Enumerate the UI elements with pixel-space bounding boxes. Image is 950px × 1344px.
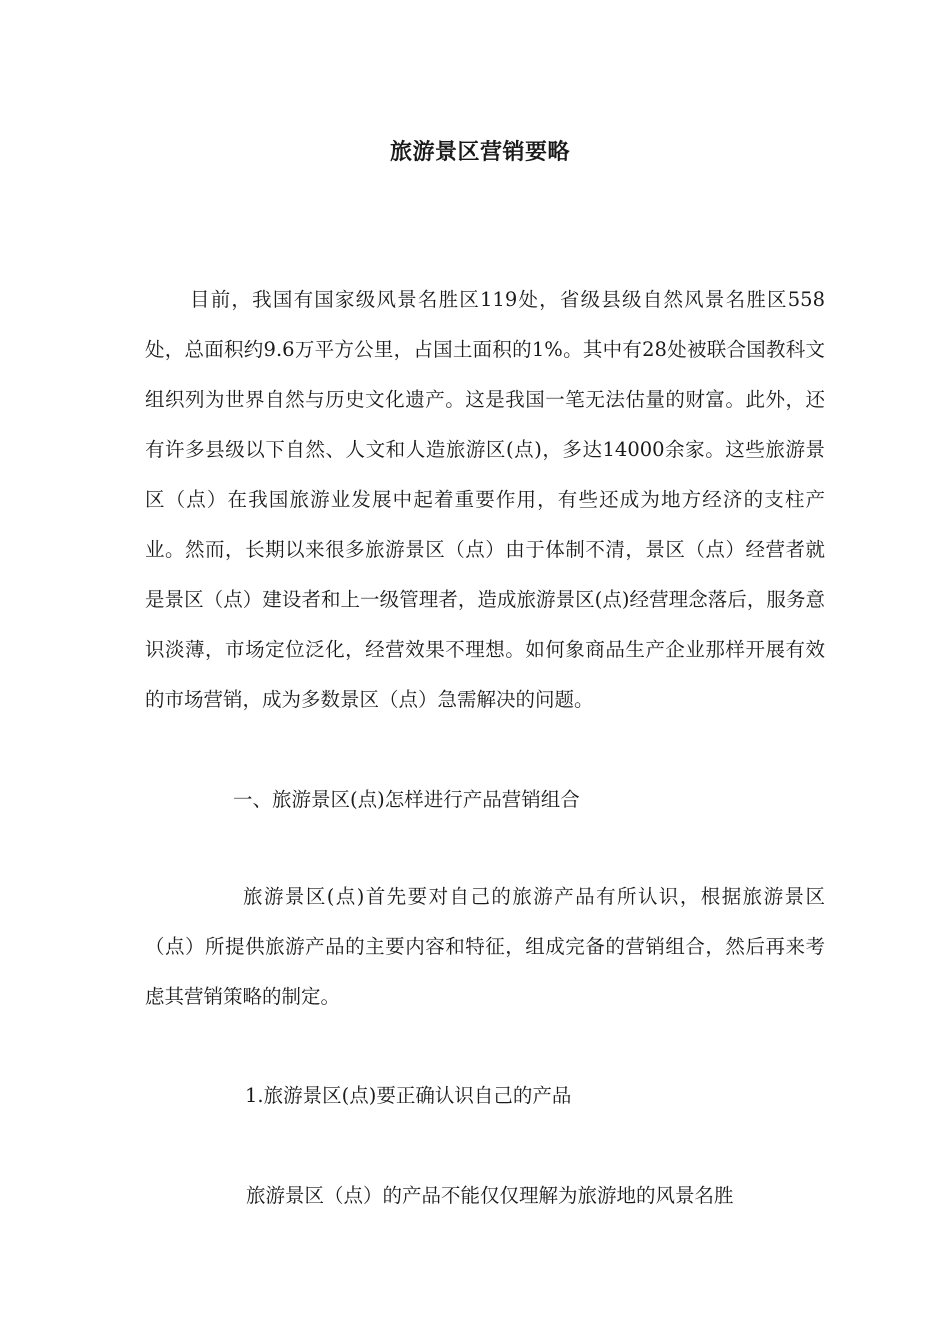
subsection-heading: 1.旅游景区(点)要正确认识自己的产品 <box>245 1084 572 1107</box>
section-heading: 一、旅游景区(点)怎样进行产品营销组合 <box>233 788 580 811</box>
paragraph-product-understanding: 旅游景区（点）的产品不能仅仅理解为旅游地的风景名胜 <box>246 1184 734 1207</box>
paragraph-intro: 目前，我国有国家级风景名胜区119处，省级县级自然风景名胜区558处，总面积约9.6万平方公里，占国土面积的1%。其中有28处被联合国教科文组织列为世界自然与历史文化遗产。这是我国一笔无法估量的财富。此外，还有许多县级以下自然、人文和人造旅游区(点)，多达14000余家。这些旅游景区（点）在我国旅游业发展中起着重要作用，有些还成为地方经济的支柱产业。然而，长期以来很多旅游景区（点）由于体制不清，景区（点）经营者就是景区（点）建设者和上一级管理者，造成旅游景区(点)经营理念落后，服务意识淡薄，市场定位泛化，经营效果不理想。如何象商品生产企业那样开展有效的市场营销，成为多数景区（点）急需解决的问题。 <box>145 288 825 711</box>
paragraph-product-mix: 旅游景区(点)首先要对自己的旅游产品有所认识，根据旅游景区（点）所提供旅游产品的主要内容和特征，组成完备的营销组合，然后再来考虑其营销策略的制定。 <box>145 885 825 1008</box>
document-title: 旅游景区营销要略 <box>389 139 570 165</box>
